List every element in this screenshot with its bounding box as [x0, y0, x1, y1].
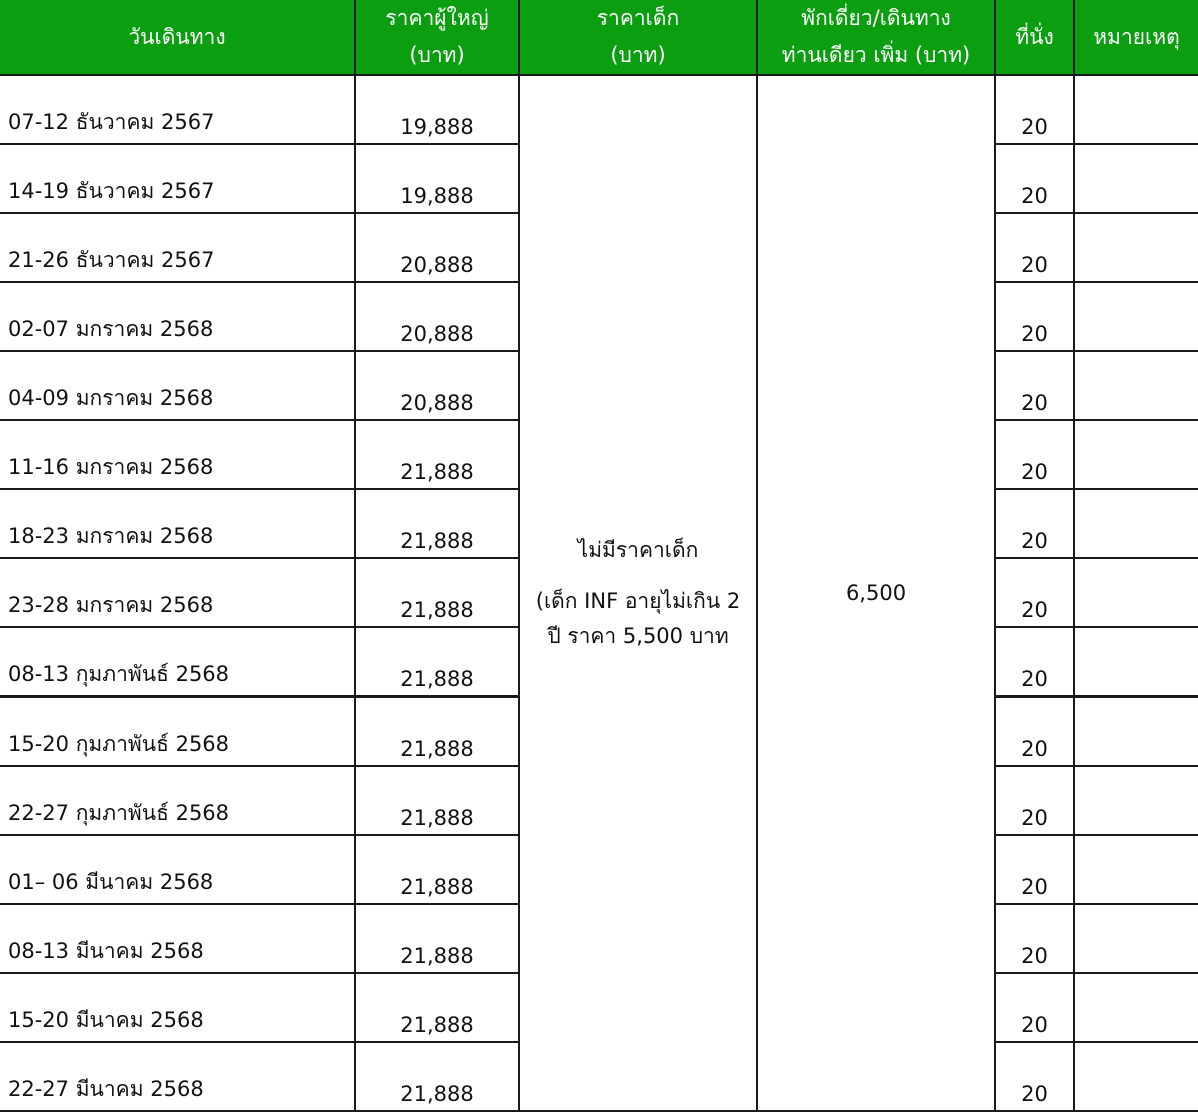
note-cell: [1074, 697, 1198, 767]
adult-price-cell: 21,888: [355, 489, 519, 558]
header-note: [1074, 0, 1198, 75]
seats-cell: 20: [995, 420, 1074, 489]
seats-cell: 20: [995, 766, 1074, 835]
seats-cell: 20: [995, 351, 1074, 420]
header-single-supplement: [757, 0, 995, 75]
header-note-label: หมายเหตุ: [1093, 24, 1180, 49]
header-child-price-label: ราคาเด็ก: [596, 6, 680, 30]
note-cell: [1074, 351, 1198, 420]
note-cell: [1074, 766, 1198, 835]
header-child-price-unit: (บาท): [610, 43, 666, 67]
travel-date-cell: 04-09 มกราคม 2568: [0, 351, 355, 420]
travel-date-cell: 22-27 กุมภาพันธ์ 2568: [0, 766, 355, 835]
note-cell: [1074, 904, 1198, 973]
adult-price-cell: 21,888: [355, 835, 519, 904]
adult-price-cell: 21,888: [355, 766, 519, 835]
note-cell: [1074, 627, 1198, 697]
adult-price-cell: 21,888: [355, 973, 519, 1042]
header-child-price: [519, 0, 757, 75]
header-row: [0, 0, 1198, 75]
note-cell: [1074, 282, 1198, 351]
seats-cell: 20: [995, 904, 1074, 973]
infant-price-note-line2: ปี ราคา 5,500 บาท: [547, 623, 729, 648]
travel-date-cell: 14-19 ธันวาคม 2567: [0, 144, 355, 213]
seats-cell: 20: [995, 558, 1074, 627]
adult-price-cell: 19,888: [355, 144, 519, 213]
note-cell: [1074, 973, 1198, 1042]
travel-date-cell: 22-27 มีนาคม 2568: [0, 1042, 355, 1111]
note-cell: [1074, 558, 1198, 627]
header-seats-label: ที่นั่ง: [1015, 24, 1054, 49]
adult-price-cell: 20,888: [355, 213, 519, 282]
header-travel-date-label: วันเดินทาง: [128, 24, 226, 49]
note-cell: [1074, 489, 1198, 558]
seats-cell: 20: [995, 697, 1074, 767]
adult-price-cell: 21,888: [355, 558, 519, 627]
seats-cell: 20: [995, 282, 1074, 351]
table-row: [0, 75, 1198, 144]
header-seats: [995, 0, 1074, 75]
adult-price-cell: 21,888: [355, 1042, 519, 1111]
seats-cell: 20: [995, 144, 1074, 213]
header-adult-price-unit: (บาท): [409, 43, 465, 67]
adult-price-cell: 21,888: [355, 627, 519, 697]
single-supplement-cell: 6,500: [757, 75, 995, 1111]
adult-price-cell: 20,888: [355, 351, 519, 420]
travel-date-cell: 01– 06 มีนาคม 2568: [0, 835, 355, 904]
seats-cell: 20: [995, 213, 1074, 282]
adult-price-cell: 19,888: [355, 75, 519, 144]
adult-price-cell: 20,888: [355, 282, 519, 351]
note-cell: [1074, 75, 1198, 144]
note-cell: [1074, 144, 1198, 213]
travel-date-cell: 23-28 มกราคม 2568: [0, 558, 355, 627]
note-cell: [1074, 420, 1198, 489]
note-cell: [1074, 1042, 1198, 1111]
table-header: [0, 0, 1198, 75]
header-adult-price-label: ราคาผู้ใหญ่: [385, 6, 489, 30]
seats-cell: 20: [995, 75, 1074, 144]
header-travel-date: [0, 0, 355, 75]
travel-date-cell: 18-23 มกราคม 2568: [0, 489, 355, 558]
table-body: [0, 75, 1198, 1111]
seats-cell: 20: [995, 627, 1074, 697]
travel-date-cell: 08-13 มีนาคม 2568: [0, 904, 355, 973]
travel-date-cell: 07-12 ธันวาคม 2567: [0, 75, 355, 144]
seats-cell: 20: [995, 835, 1074, 904]
note-cell: [1074, 835, 1198, 904]
adult-price-cell: 21,888: [355, 904, 519, 973]
adult-price-cell: 21,888: [355, 697, 519, 767]
travel-date-cell: 08-13 กุมภาพันธ์ 2568: [0, 627, 355, 697]
note-cell: [1074, 213, 1198, 282]
travel-date-cell: 15-20 กุมภาพันธ์ 2568: [0, 697, 355, 767]
child-price-note: ไม่มีราคาเด็ก: [577, 537, 699, 562]
seats-cell: 20: [995, 973, 1074, 1042]
child-price-cell: [519, 75, 757, 1111]
travel-date-cell: 11-16 มกราคม 2568: [0, 420, 355, 489]
header-single-supplement-label: พักเดี่ยว/เดินทาง: [801, 6, 951, 30]
header-adult-price: [355, 0, 519, 75]
adult-price-cell: 21,888: [355, 420, 519, 489]
travel-date-cell: 02-07 มกราคม 2568: [0, 282, 355, 351]
seats-cell: 20: [995, 1042, 1074, 1111]
infant-price-note-line1: (เด็ก INF อายุไม่เกิน 2: [535, 588, 741, 613]
header-single-supplement-unit: ท่านเดียว เพิ่ม (บาท): [781, 43, 971, 67]
travel-date-cell: 21-26 ธันวาคม 2567: [0, 213, 355, 282]
seats-cell: 20: [995, 489, 1074, 558]
travel-date-cell: 15-20 มีนาคม 2568: [0, 973, 355, 1042]
